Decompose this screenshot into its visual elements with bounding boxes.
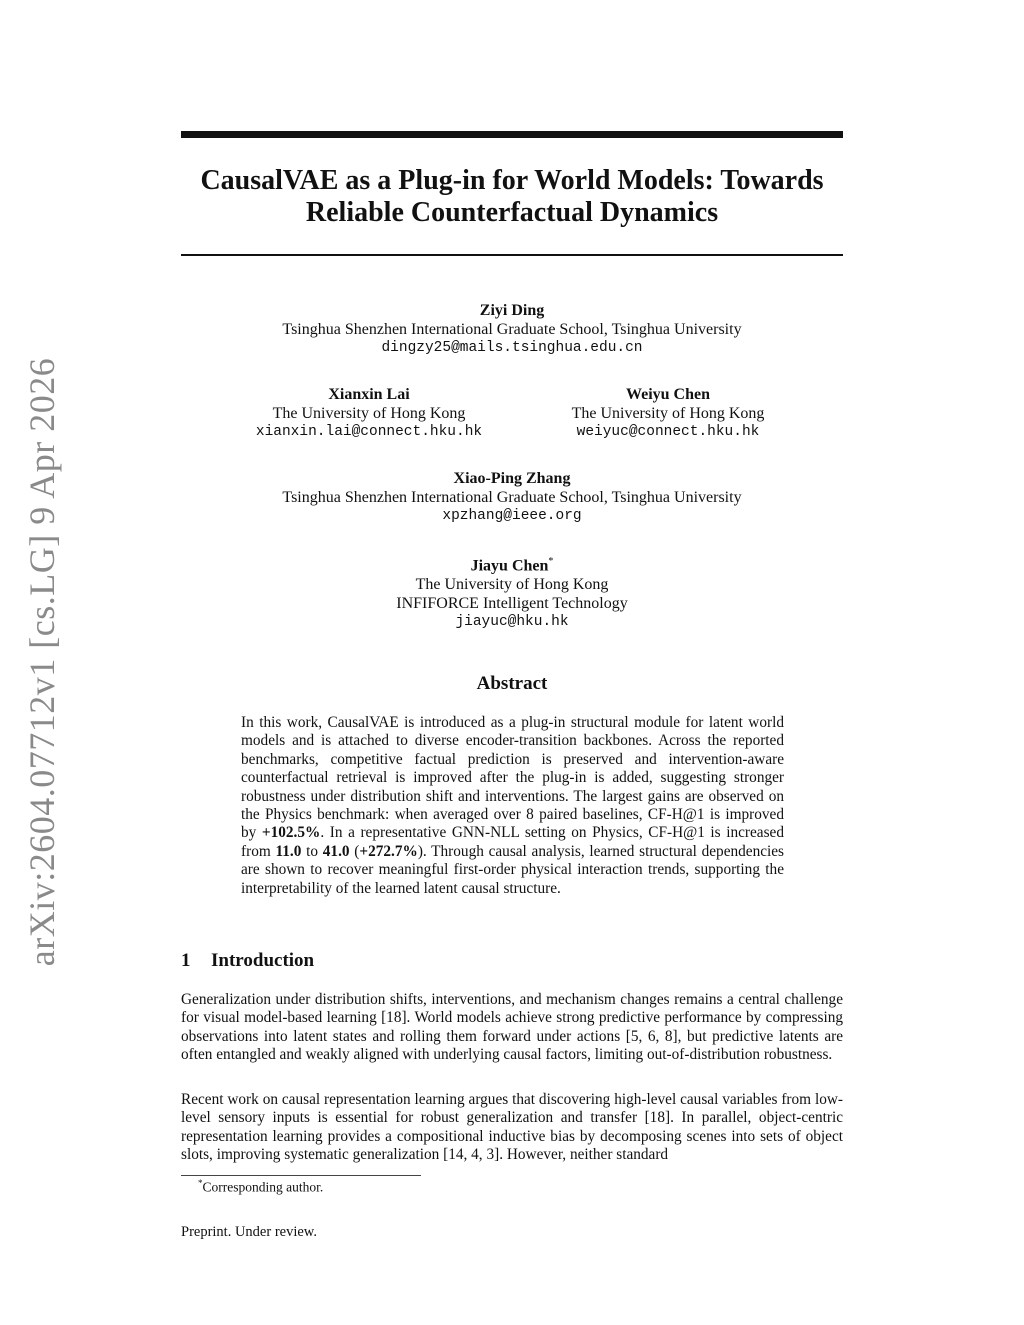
section-heading-introduction xyxy=(181,950,314,972)
author-affiliation: The University of Hong Kong xyxy=(571,405,765,422)
preprint-notice: Preprint. Under review. xyxy=(181,1224,317,1240)
section-title: Introduction xyxy=(211,950,315,971)
author-email[interactable]: jiayuc@hku.hk xyxy=(455,614,569,631)
title-bottom-rule xyxy=(181,254,843,256)
author-block-xianxin-lai xyxy=(219,385,519,442)
author-email[interactable]: xpzhang@ieee.org xyxy=(442,508,582,524)
author-name-text: Jiayu Chen xyxy=(470,557,549,575)
author-email[interactable]: dingzy25@mails.tsinghua.edu.cn xyxy=(381,340,643,356)
footnote-rule xyxy=(181,1175,421,1176)
author-affiliation: Tsinghua Shenzhen International Graduate School, Tsinghua University xyxy=(282,321,742,338)
abstract-highlight: +272.7% xyxy=(359,842,418,860)
author-name: Ziyi Ding xyxy=(479,302,545,319)
arxiv-identifier-stamp: arXiv:2604.07712v1 [cs.LG] 9 Apr 2026 xyxy=(22,357,62,967)
author-name: Weiyu Chen xyxy=(625,386,710,403)
paper-title: CausalVAE as a Plug-in for World Models: Towards Reliable Counterfactual Dynamics xyxy=(200,165,824,228)
section-number: 1 xyxy=(181,950,191,971)
abstract-heading: Abstract xyxy=(476,673,548,694)
author-affiliation: Tsinghua Shenzhen International Graduate School, Tsinghua University xyxy=(282,489,742,506)
intro-paragraph-1: Generalization under distribution shifts, interventions, and mechanism changes remains a central challenge for visual model-based learning [18]. World models achieve strong predictive performance by compressing observations into latent states and rolling them forward under actions [5, 6, 8], but predictive latents are often entangled and weakly aligned with underlying causal factors, limiting out-of-distribution robustness. xyxy=(181,991,843,1064)
title-top-rule xyxy=(181,131,843,138)
author-block-jiayu-chen xyxy=(181,552,843,632)
author-name xyxy=(181,552,843,575)
abstract-highlight: +102.5% xyxy=(261,824,321,842)
abstract-highlight: 41.0 xyxy=(322,842,350,860)
author-affiliation: The University of Hong Kong xyxy=(415,576,609,594)
intro-paragraph-2: Recent work on causal representation learning argues that discovering high-level causal variables from low-level sensory inputs is essential for robust generalization and transfer [18]. In parallel, object-centric representation learning provides a compositional inductive bias by decomposing scenes into sets of object slots, improving systematic generalization [14, 4, 3]. However, neither standard xyxy=(181,1091,843,1164)
author-name: Xianxin Lai xyxy=(328,386,410,403)
author-name: Xiao-Ping Zhang xyxy=(453,470,571,487)
author-affiliation-2: INFIFORCE Intelligent Technology xyxy=(396,595,628,613)
abstract-body: In this work, CausalVAE is introduced as a plug-in structural module for latent world models and is attached to diverse encoder-transition backbones. Across the reported benchmarks, competitive factual prediction is preserved and intervention-aware counterfactual retrieval is improved after the plug-in is added, suggesting stronger robustness under distribution shift and interventions. The largest gains are observed on the Physics benchmark: when averaged over 8 paired baselines, CF-H@1 is improved by +102.5%. In a representative GNN-NLL setting on Physics, CF-H@1 is increased from 11.0 to 41.0 (+272.7%). Through causal analysis, learned structural dependencies are shown to recover meaningful first-order physical interaction trends, supporting the interpretability of the learned latent causal structure. xyxy=(241,714,785,897)
footnote-marker: * xyxy=(198,1178,203,1188)
author-block-ziyi-ding xyxy=(181,301,843,358)
author-affiliation: The University of Hong Kong xyxy=(272,405,466,422)
author-block-xiao-ping-zhang xyxy=(181,469,843,526)
abstract-highlight: 11.0 xyxy=(275,842,302,860)
author-email[interactable]: xianxin.lai@connect.hku.hk xyxy=(255,424,483,440)
author-email[interactable]: weiyuc@connect.hku.hk xyxy=(576,424,760,440)
footnote-text: Corresponding author. xyxy=(202,1179,324,1195)
author-block-weiyu-chen xyxy=(518,385,818,442)
corresponding-marker: * xyxy=(548,556,554,567)
footnote xyxy=(198,1178,323,1196)
